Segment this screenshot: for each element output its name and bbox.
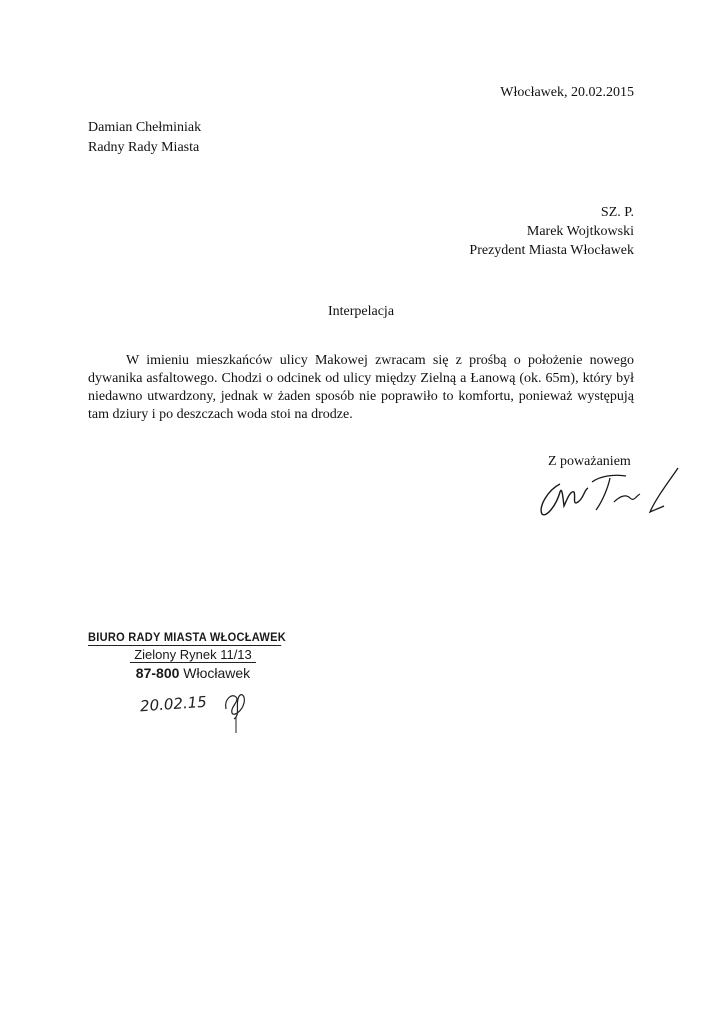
stamp-city: Włocławek — [183, 665, 251, 681]
stamp-city-line — [88, 665, 298, 681]
document-title: Interpelacja — [327, 304, 395, 319]
body-paragraph: W imieniu mieszkańców ulicy Makowej zwracam się z prośbą o położenie nowego dywanika asfaltowego. Chodzi o odcinek od ulicy między Zielną a Łanową (ok. 65m), który był niedawno utwardzony, jednak w żaden sposób nie poprawiło to komfortu, ponieważ występują tam dziury i po deszczach woda stoi na drodze. — [88, 353, 634, 422]
recipient-title: Prezydent Miasta Włocławek — [469, 243, 634, 258]
sender-role: Radny Rady Miasta — [88, 140, 200, 155]
recipient-name: Marek Wojtkowski — [526, 224, 634, 239]
place-date: Włocławek, 20.02.2015 — [500, 85, 634, 100]
handwritten-signature — [530, 462, 690, 522]
sender-name: Damian Chełminiak — [88, 120, 202, 135]
recipient-block — [469, 203, 634, 260]
closing-phrase: Z poważaniem — [548, 454, 631, 469]
stamp-zip: 87-800 — [135, 665, 180, 681]
received-date: 20.02.15 — [139, 692, 208, 716]
handwritten-initials — [220, 685, 250, 735]
office-stamp — [88, 630, 298, 681]
stamp-org-name: BIURO RADY MIASTA WŁOCŁAWEK — [88, 630, 286, 644]
recipient-salutation: SZ. P. — [600, 205, 634, 220]
sender-block — [88, 118, 201, 158]
stamp-street: Zielony Rynek 11/13 — [130, 647, 256, 663]
